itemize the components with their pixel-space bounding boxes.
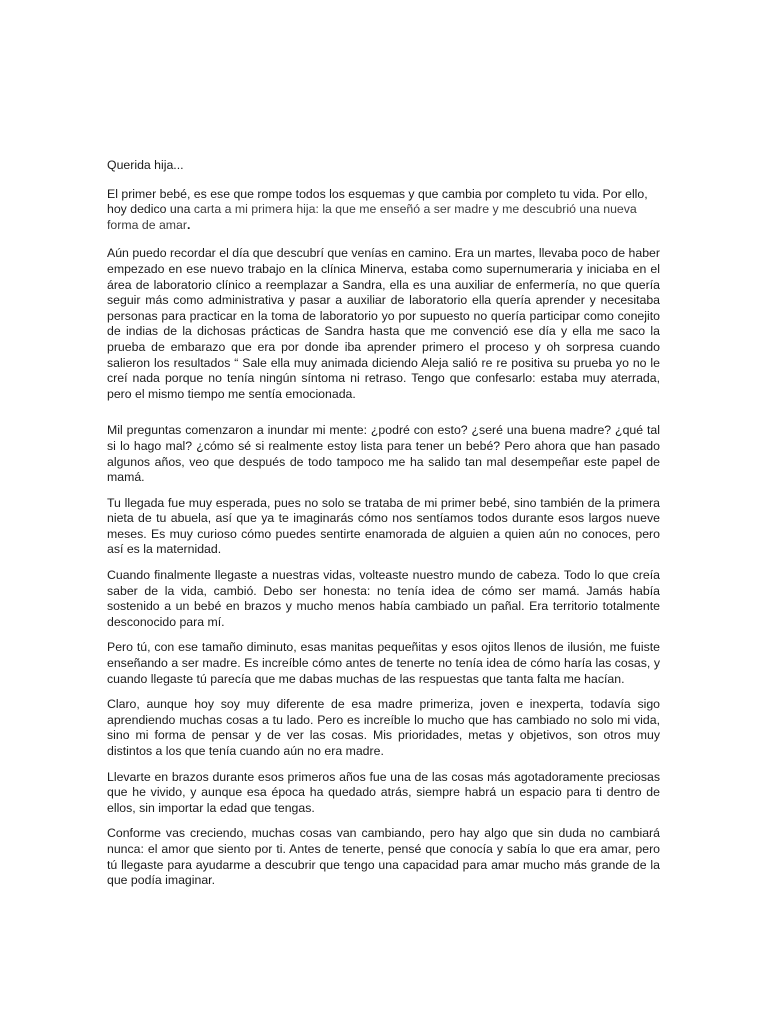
paragraph-carrying: Llevarte en brazos durante esos primeros años fue una de las cosas más agotadoramente preciosas que he vivido, y aunque esa época ha quedado atrás, siempre habrá un espacio para ti dentro de ellos, sin importar la edad que tengas.: [107, 769, 660, 815]
paragraph-growth: Claro, aunque hoy soy muy diferente de esa madre primeriza, joven e inexperta, todavía sigo aprendiendo muchas cosas a tu lado. Pero es increíble lo mucho que has cambiado no solo mi vida, sino mi forma de pensar y de ver las cosas. Mis prioridades, metas y objetivos, son otros muy distintos a los que tenía cuando aún no era madre.: [107, 697, 660, 758]
paragraph-learning: Pero tú, con ese tamaño diminuto, esas manitas pequeñitas y esos ojitos llenos de ilusión, me fuiste enseñando a ser madre. Es increíble cómo antes de tenerte no tenía idea de cómo haría las cosas, y cuando llegaste tú parecía que me dabas muchas de las respuestas que tanta falta me hacían.: [107, 640, 660, 686]
paragraph-love: Conforme vas creciendo, muchas cosas van cambiando, pero hay algo que sin duda no cambiará nunca: el amor que siento por ti. Antes de tenerte, pensé que conocía y sabía lo que era amar, pero tú llegaste para ayudarme a descubrir que tengo una capacidad para amar mucho más grande de la que podía imaginar.: [107, 826, 660, 888]
intro-end: .: [186, 217, 191, 232]
intro-highlight: carta a mi primera hija: la que me enseñó a ser madre y me descubrió una nueva forma de amar: [107, 202, 637, 232]
paragraph-discovery: Aún puedo recordar el día que descubrí que venías en camino. Era un martes, llevaba poco de haber empezado en ese nuevo trabajo en la clínica Minerva, estaba como supernumeraria y iniciaba en el área de laboratorio clínico a reemplazar a Sandra, ella es una auxiliar de enfermería, no que quería seguir más como administrativa y pasar a auxiliar de laboratorio ella quería aprender y necesitaba personas para practicar en la toma de laboratorio yo por supuesto no quería participar como conejito de indias de la dichosas prácticas de Sandra hasta que me convenció ese día y ella me saco la prueba de embarazo que era por donde iba aprender primero el proceso y oh sorpresa cuando salieron los resultados “ Sale ella muy animada diciendo Aleja salió re re positiva su prueba yo no le creí nada porque no tenía ningún síntoma ni retraso. Tengo que confesarlo: estaba muy aterrada, pero el mismo tiempo me sentía emocionada.: [107, 246, 660, 401]
letter-page: [107, 158, 660, 889]
intro-paragraph: [107, 187, 660, 234]
letter-greeting: Querida hija...: [107, 158, 184, 172]
paragraph-changes: Cuando finalmente llegaste a nuestras vidas, volteaste nuestro mundo de cabeza. Todo lo que creía saber de la vida, cambió. Debo ser honesta: no tenía idea de cómo ser mamá. Jamás había sostenido a un bebé en brazos y mucho menos había cambiado un pañal. Era territorio totalmente desconocido para mí.: [107, 568, 660, 629]
intro-lead: El primer bebé, es ese que rompe todos los esquemas y que cambia por completo tu vida. Por ello, hoy dedico una: [107, 186, 648, 217]
paragraph-questions: Mil preguntas comenzaron a inundar mi mente: ¿podré con esto? ¿seré una buena madre? ¿qué tal si lo hago mal? ¿cómo sé si realmente estoy lista para tener un bebé? Pero ahora que han pasado algunos años, veo que después de todo tampoco me ha salido tan mal desempeñar este papel de mamá.: [107, 423, 660, 485]
paragraph-arrival: Tu llegada fue muy esperada, pues no solo se trataba de mi primer bebé, sino también de la primera nieta de tu abuela, así que ya te imaginarás cómo nos sentíamos todos durante esos largos nueve meses. Es muy curioso cómo puedes sentirte enamorada de alguien a quien aún no conoces, pero así es la maternidad.: [107, 495, 660, 557]
